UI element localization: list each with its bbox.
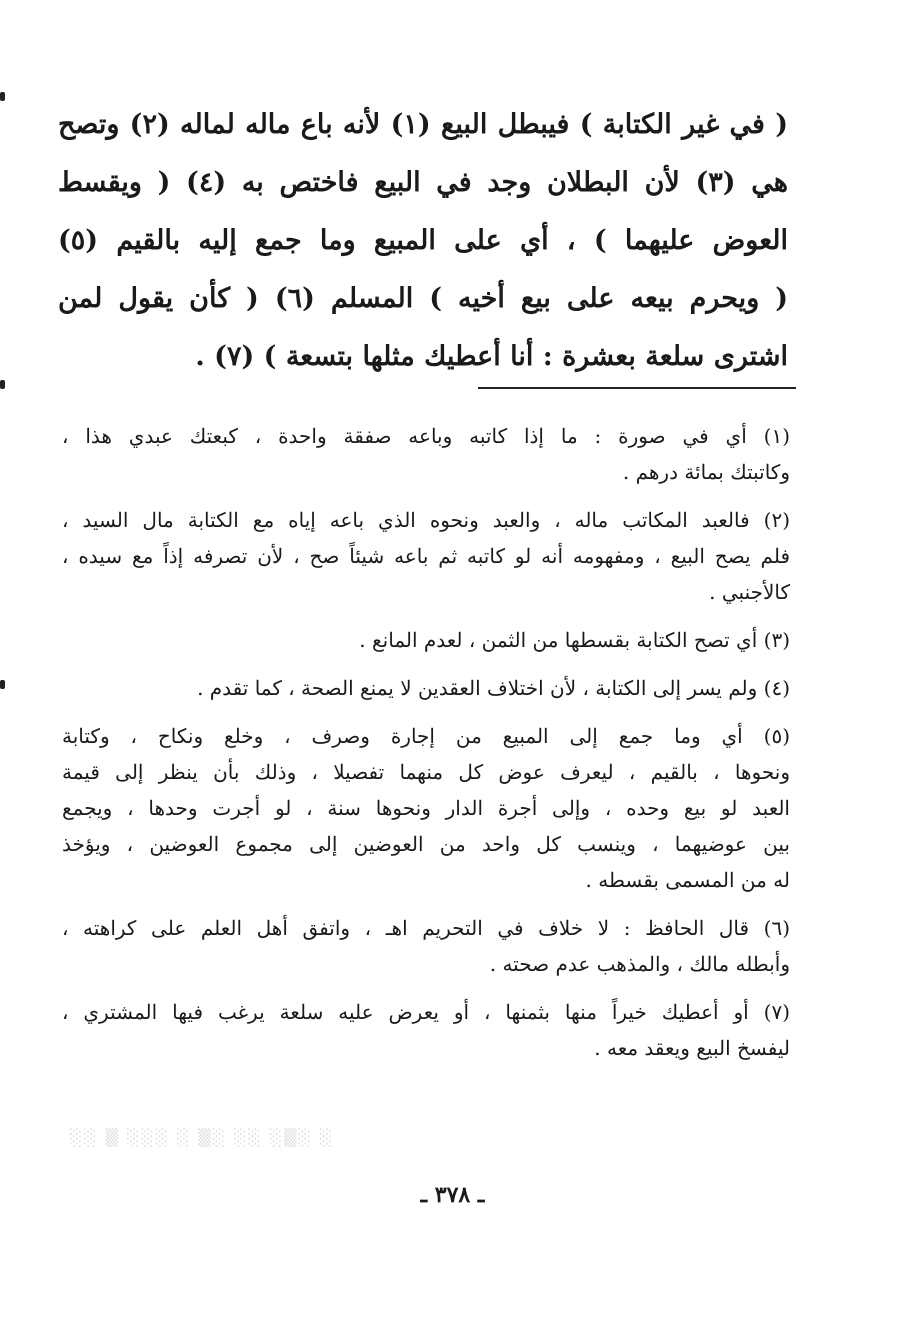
footnotes xyxy=(62,418,790,1078)
footnote-line: (٦) قال الحافظ : لا خلاف في التحريم اهـ ، واتفق أهل العلم على كراهته ، xyxy=(62,916,790,940)
footnote-5 xyxy=(62,718,790,898)
footnote-1 xyxy=(62,418,790,490)
main-text-line: العوض عليهما ) ، أي على المبيع وما جمع إليه بالقيم (٥) xyxy=(58,225,788,256)
footnote-line: (٥) أي وما جمع إلى المبيع من إجارة وصرف ، وخلع ونكاح ، وكتابة xyxy=(62,724,790,748)
main-text-line: ( ويحرم بيعه على بيع أخيه ) المسلم (٦) ( كأن يقول لمن xyxy=(58,283,789,314)
margin-mark-lower xyxy=(0,680,5,689)
footnote-line: وكاتبتك بمائة درهم . xyxy=(622,460,790,484)
margin-mark-top xyxy=(0,92,5,101)
main-text-line: ( في غير الكتابة ) فيبطل البيع (١) لأنه باع ماله لماله (٢) وتصح xyxy=(58,109,788,140)
footnote-line: (٧) أو أعطيك خيراً منها بثمنها ، أو يعرض عليه سلعة يرغب فيها المشتري ، xyxy=(62,1000,790,1024)
footnote-line: وأبطله مالك ، والمذهب عدم صحته . xyxy=(489,952,790,976)
footnote-line: فلم يصح البيع ، ومفهومه أنه لو كاتبه ثم باعه شيئاً صح ، لأن تصرفه إذاً مع سيده ، xyxy=(62,544,790,568)
main-text-line: هي (٣) لأن البطلان وجد في البيع فاختص به (٤) ( ويقسط xyxy=(58,167,788,198)
footnote-line: له من المسمى بقسطه . xyxy=(585,868,790,892)
footnote-6 xyxy=(62,910,790,982)
main-text-line: اشترى سلعة بعشرة : أنا أعطيك مثلها بتسعة ) (٧) . xyxy=(195,341,788,372)
footnote-separator xyxy=(478,387,796,389)
page-number: ـ ٣٧٨ ـ xyxy=(420,1182,485,1208)
footnote-line: ليفسخ البيع ويعقد معه . xyxy=(594,1036,790,1060)
footnote-4 xyxy=(62,670,790,706)
footnote-2 xyxy=(62,502,790,610)
footnote-line: بين عوضيهما ، وينسب كل واحد من العوضين إلى مجموع العوضين ، ويؤخذ xyxy=(62,832,790,856)
footnote-line: ونحوها ، بالقيم ، ليعرف عوض كل منهما تفصيلا ، وذلك بأن ينظر إلى قيمة xyxy=(62,760,790,784)
footnote-line: (٢) فالعبد المكاتب ماله ، والعبد ونحوه الذي باعه إياه مع الكتابة مال السيد ، xyxy=(62,508,790,532)
footnote-line: (٣) أي تصح الكتابة بقسطها من الثمن ، لعدم المانع . xyxy=(359,628,790,652)
scan-bleed-through: ░░ ▒ ░░░ ░ ▒░ ░░ ░▒░ ░ xyxy=(70,1128,335,1147)
footnote-line: العبد لو بيع وحده ، وإلى أجرة الدار ونحوها سنة ، لو أجرت وحدها ، ويجمع xyxy=(62,796,790,820)
margin-mark-middle xyxy=(0,380,5,389)
footnote-3 xyxy=(62,622,790,658)
footnote-line: كالأجنبي . xyxy=(709,580,790,604)
footnote-line: (٤) ولم يسر إلى الكتابة ، لأن اختلاف العقدين لا يمنع الصحة ، كما تقدم . xyxy=(197,676,790,700)
footnote-line: (١) أي في صورة : ما إذا كاتبه وباعه صفقة واحدة ، كبعتك عبدي هذا ، xyxy=(62,424,790,448)
main-text xyxy=(58,96,788,386)
footnote-7 xyxy=(62,994,790,1066)
